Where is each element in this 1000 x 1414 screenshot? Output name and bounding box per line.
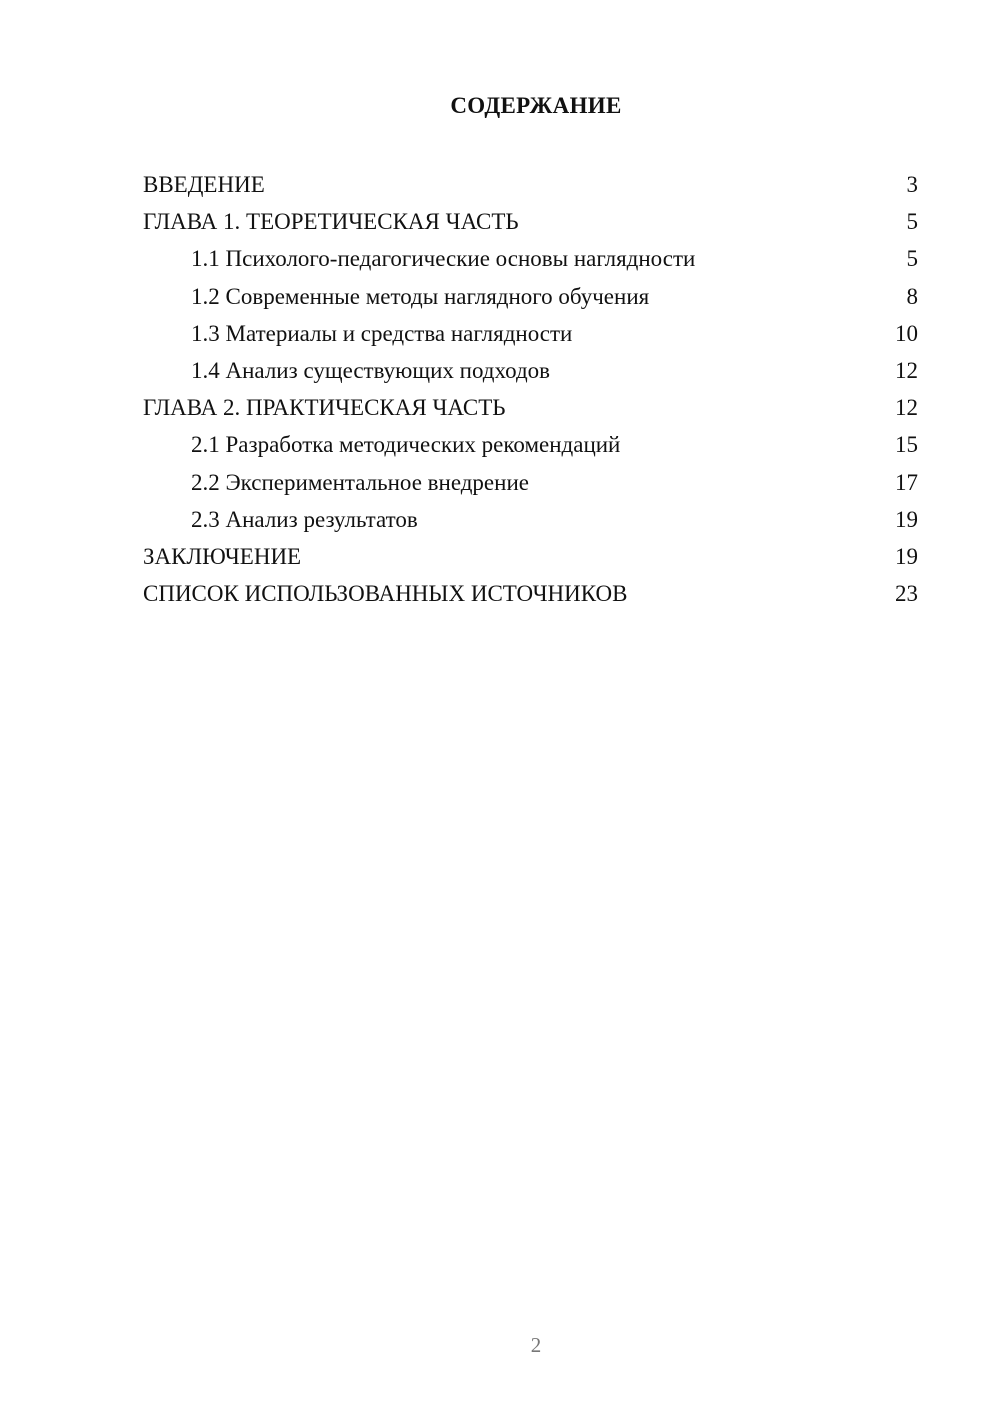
toc-entry-page: 5 [906,209,918,235]
page-title: СОДЕРЖАНИЕ [450,93,622,118]
toc-entry-references [143,575,918,612]
toc-entry-section-1-4 [143,352,918,389]
toc-entry-page: 17 [895,469,918,495]
toc-entry-section-1-2 [143,278,918,315]
toc-entry-page: 3 [906,172,918,197]
toc-entry-conclusion [143,538,918,575]
table-of-contents [143,166,918,612]
toc-entry-page: 19 [895,506,918,532]
toc-entry-page: 23 [895,581,918,607]
toc-entry-section-2-1 [143,426,918,463]
toc-entry-chapter-1 [143,203,918,240]
toc-entry-page: 12 [895,395,918,421]
toc-entry-page: 15 [895,432,918,458]
toc-entry-label: 2.2 Экспериментальное внедрение [191,469,529,495]
toc-entry-label: ЗАКЛЮЧЕНИЕ [143,543,302,569]
toc-entry-label: 1.2 Современные методы наглядного обучения [191,283,650,309]
toc-entry-page: 19 [895,543,918,569]
toc-entry-label: 2.3 Анализ результатов [191,506,418,532]
toc-entry-label: 1.4 Анализ существующих подходов [191,357,551,383]
toc-entry-chapter-2 [143,389,918,426]
toc-entry-label: 1.3 Материалы и средства наглядности [191,320,573,346]
toc-entry-section-1-3 [143,315,918,352]
toc-entry-section-2-2 [143,464,918,501]
toc-entry-section-2-3 [143,501,918,538]
toc-entry-introduction [143,166,918,203]
toc-entry-section-1-1 [143,240,918,277]
toc-entry-label: ВВЕДЕНИЕ [143,172,265,197]
toc-entry-page: 12 [895,357,918,383]
toc-entry-label: СПИСОК ИСПОЛЬЗОВАННЫХ ИСТОЧНИКОВ [143,581,628,607]
page-number: 2 [530,1333,542,1357]
toc-entry-label: 1.1 Психолого-педагогические основы наглядности [191,246,696,272]
toc-entry-page: 8 [906,283,918,309]
toc-entry-label: ГЛАВА 2. ПРАКТИЧЕСКАЯ ЧАСТЬ [143,395,506,421]
toc-entry-page: 5 [906,246,918,272]
toc-entry-label: 2.1 Разработка методических рекомендаций [191,432,621,458]
toc-entry-label: ГЛАВА 1. ТЕОРЕТИЧЕСКАЯ ЧАСТЬ [143,209,519,235]
toc-entry-page: 10 [895,320,918,346]
